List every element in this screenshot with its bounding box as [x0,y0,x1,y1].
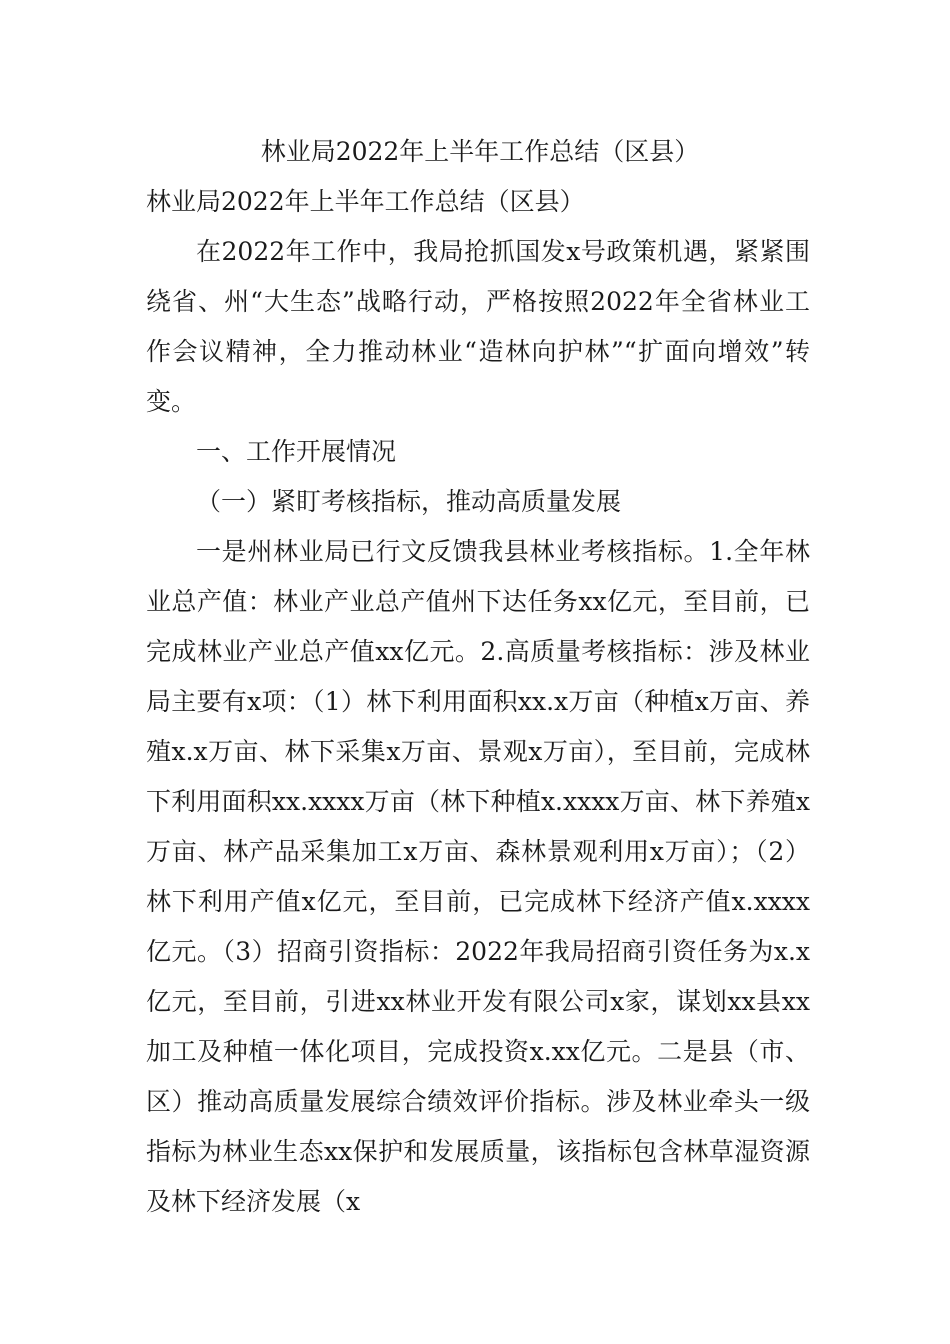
document-page [146,127,810,1227]
body-paragraph: 一是州林业局已行文反馈我县林业考核指标。1.全年林业总产值：林业产业总产值州下达任务xx亿元，至目前，已完成林业产业总产值xx亿元。2.高质量考核指标：涉及林业局主要有x项：（1）林下利用面积xx.x万亩（种植x万亩、养殖x.x万亩、林下采集x万亩、景观x万亩），至目前，完成林下利用面积xx.xxxx万亩（林下种植x.xxxx万亩、林下养殖x万亩、林产品采集加工x万亩、森林景观利用x万亩）；（2）林下利用产值x亿元，至目前，已完成林下经济产值x.xxxx亿元。（3）招商引资指标：2022年我局招商引资任务为x.x亿元，至目前，引进xx林业开发有限公司x家，谋划xx县xx加工及种植一体化项目，完成投资x.xx亿元。二是县（市、区）推动高质量发展综合绩效评价指标。涉及林业牵头一级指标为林业生态xx保护和发展质量，该指标包含林草湿资源及林下经济发展（x [146,537,810,1216]
section-heading: 一、工作开展情况 [196,437,397,466]
document-title: 林业局2022年上半年工作总结（区县） [260,137,700,166]
subsection-heading: （一）紧盯考核指标，推动高质量发展 [196,487,622,516]
intro-paragraph: 在2022年工作中，我局抢抓国发x号政策机遇，紧紧围绕省、州“大生态”战略行动，严格按照2022年全省林业工作会议精神，全力推动林业“造林向护林”“扩面向增效”转变。 [146,237,810,416]
document-subtitle: 林业局2022年上半年工作总结（区县） [146,187,585,216]
